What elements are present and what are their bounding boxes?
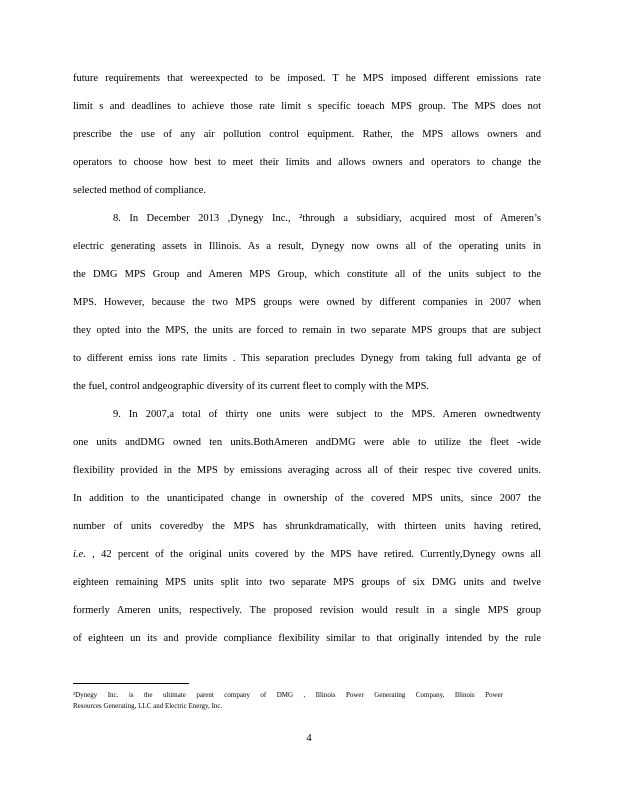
page-number: 4 <box>306 733 312 744</box>
footnote-line: ²Dynegy Inc. is the ultimate parent company of DMG , Illinois Power Generating Company, Illinois Power <box>73 691 503 699</box>
paragraph-line: In addition to the unanticipated change in ownership of the covered MPS units, since 2007 the <box>73 493 541 504</box>
paragraph-line: they opted into the MPS, the units are forced to remain in two separate MPS groups that are subject <box>73 325 541 336</box>
paragraph-line: MPS. However, because the two MPS groups were owned by different companies in 2007 when <box>73 297 541 308</box>
paragraph-line: limit s and deadlines to achieve those rate limit s specific toeach MPS group. The MPS does not <box>73 101 541 112</box>
paragraph-line: flexibility provided in the MPS by emissions averaging across all of their respec tive covered units. <box>73 465 541 476</box>
paragraph-line: prescribe the use of any air pollution control equipment. Rather, the MPS allows owners and <box>73 129 541 140</box>
paragraph-line: one units andDMG owned ten units.BothAmeren andDMG were able to utilize the fleet -wide <box>73 437 541 448</box>
paragraph-line: electric generating assets in Illinois. As a result, Dynegy now owns all of the operating units in <box>73 241 541 252</box>
paragraph-8-first-line: 8. In December 2013 ,Dynegy Inc., ²through a subsidiary, acquired most of Ameren’s <box>113 213 541 224</box>
paragraph-line: eighteen remaining MPS units split into two separate MPS groups of six DMG units and twelve <box>73 577 541 588</box>
paragraph-line: future requirements that wereexpected to be imposed. T he MPS imposed different emissions rate <box>73 73 541 84</box>
paragraph-line: the DMG MPS Group and Ameren MPS Group, which constitute all of the units subject to the <box>73 269 541 280</box>
paragraph-line: the fuel, control andgeographic diversity of its current fleet to comply with the MPS. <box>73 381 430 392</box>
paragraph-line: i.e. , 42 percent of the original units covered by the MPS have retired. Currently,Dynegy owns all <box>73 549 541 560</box>
paragraph-line: selected method of compliance. <box>73 185 206 196</box>
footnote-separator <box>73 683 189 684</box>
paragraph-line: number of units coveredby the MPS has shrunkdramatically, with thirteen units having retired, <box>73 521 541 532</box>
paragraph-line: of eighteen un its and provide compliance flexibility similar to that originally intended by the rule <box>73 633 541 644</box>
paragraph-line: to different emiss ions rate limits . This separation precludes Dynegy from taking full advanta ge of <box>73 353 541 364</box>
ie-abbreviation: i.e. <box>73 549 86 560</box>
paragraph-9-first-line: 9. In 2007,a total of thirty one units were subject to the MPS. Ameren ownedtwenty <box>113 409 541 420</box>
paragraph-line: formerly Ameren units, respectively. The proposed revision would result in a single MPS group <box>73 605 541 616</box>
paragraph-line: operators to choose how best to meet their limits and allows owners and operators to change the <box>73 157 541 168</box>
footnote-line: Resources Generating, LLC and Electric Energy, Inc. <box>73 702 223 710</box>
